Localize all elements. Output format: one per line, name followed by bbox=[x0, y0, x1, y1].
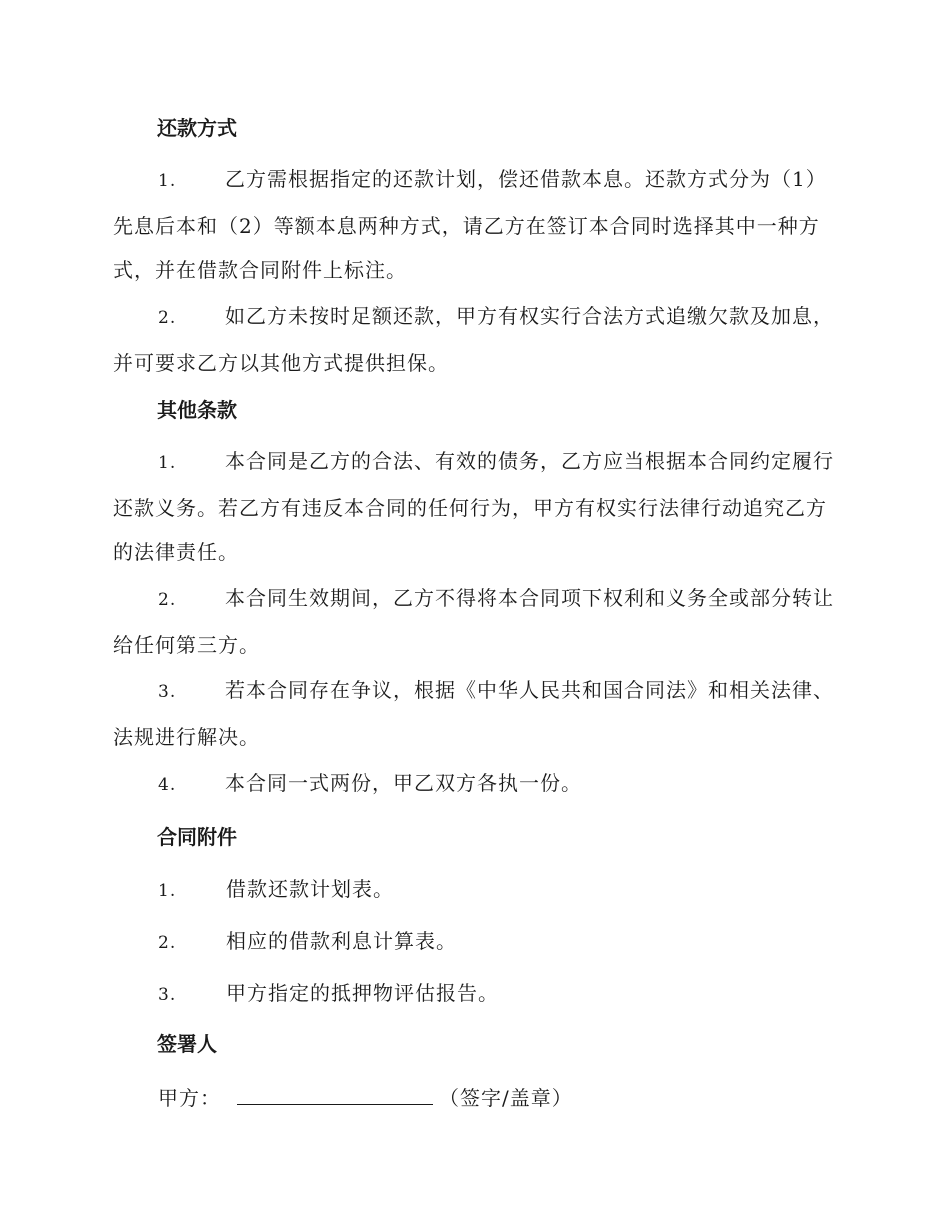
clause-text: 本合同生效期间，乙方不得将本合同项下权利和义务全或部分转让给任何第三方。 bbox=[113, 586, 834, 657]
clause-number: 1. bbox=[158, 171, 177, 191]
clause-text: 本合同一式两份，甲乙双方各执一份。 bbox=[225, 771, 582, 795]
attachment-item-3 bbox=[158, 981, 499, 1007]
attachment-item-2 bbox=[158, 929, 457, 955]
item-text: 相应的借款利息计算表。 bbox=[226, 929, 457, 953]
clause-number: 1. bbox=[158, 453, 177, 473]
section-title-repayment: 还款方式 bbox=[157, 116, 237, 140]
item-text: 甲方指定的抵押物评估报告。 bbox=[226, 981, 499, 1005]
repayment-clause-1 bbox=[113, 157, 835, 293]
clause-number: 3. bbox=[158, 682, 177, 702]
signature-note: （签字/盖章） bbox=[439, 1086, 573, 1110]
item-number: 1. bbox=[158, 881, 177, 901]
section-title-signatories: 签署人 bbox=[157, 1032, 217, 1056]
item-text: 借款还款计划表。 bbox=[226, 877, 394, 901]
repayment-clause-2 bbox=[113, 294, 835, 385]
clause-number: 2. bbox=[158, 308, 177, 328]
section-title-other: 其他条款 bbox=[157, 398, 237, 422]
clause-number: 2. bbox=[158, 590, 177, 610]
other-clause-2 bbox=[113, 576, 835, 667]
item-number: 3. bbox=[158, 985, 177, 1005]
other-clause-3 bbox=[113, 668, 835, 759]
signature-blank[interactable] bbox=[237, 1084, 433, 1105]
clause-text: 乙方需根据指定的还款计划，偿还借款本息。还款方式分为（1）先息后本和（2）等额本息两种方式，请乙方在签订本合同时选择其中一种方式，并在借款合同附件上标注。 bbox=[113, 167, 827, 282]
clause-text: 如乙方未按时足额还款，甲方有权实行合法方式追缴欠款及加息，并可要求乙方以其他方式提供担保。 bbox=[113, 304, 834, 375]
party-a-signature-line bbox=[158, 1084, 573, 1110]
attachment-item-1 bbox=[158, 877, 394, 903]
other-clause-4 bbox=[113, 761, 835, 808]
party-a-label: 甲方： bbox=[158, 1086, 221, 1110]
item-number: 2. bbox=[158, 933, 177, 953]
clause-text: 本合同是乙方的合法、有效的债务，乙方应当根据本合同约定履行还款义务。若乙方有违反本合同的任何行为，甲方有权实行法律行动追究乙方的法律责任。 bbox=[113, 449, 834, 564]
clause-number: 4. bbox=[158, 775, 177, 795]
other-clause-1 bbox=[113, 439, 835, 575]
clause-text: 若本合同存在争议，根据《中华人民共和国合同法》和相关法律、法规进行解决。 bbox=[113, 678, 834, 749]
section-title-attachments: 合同附件 bbox=[157, 825, 237, 849]
